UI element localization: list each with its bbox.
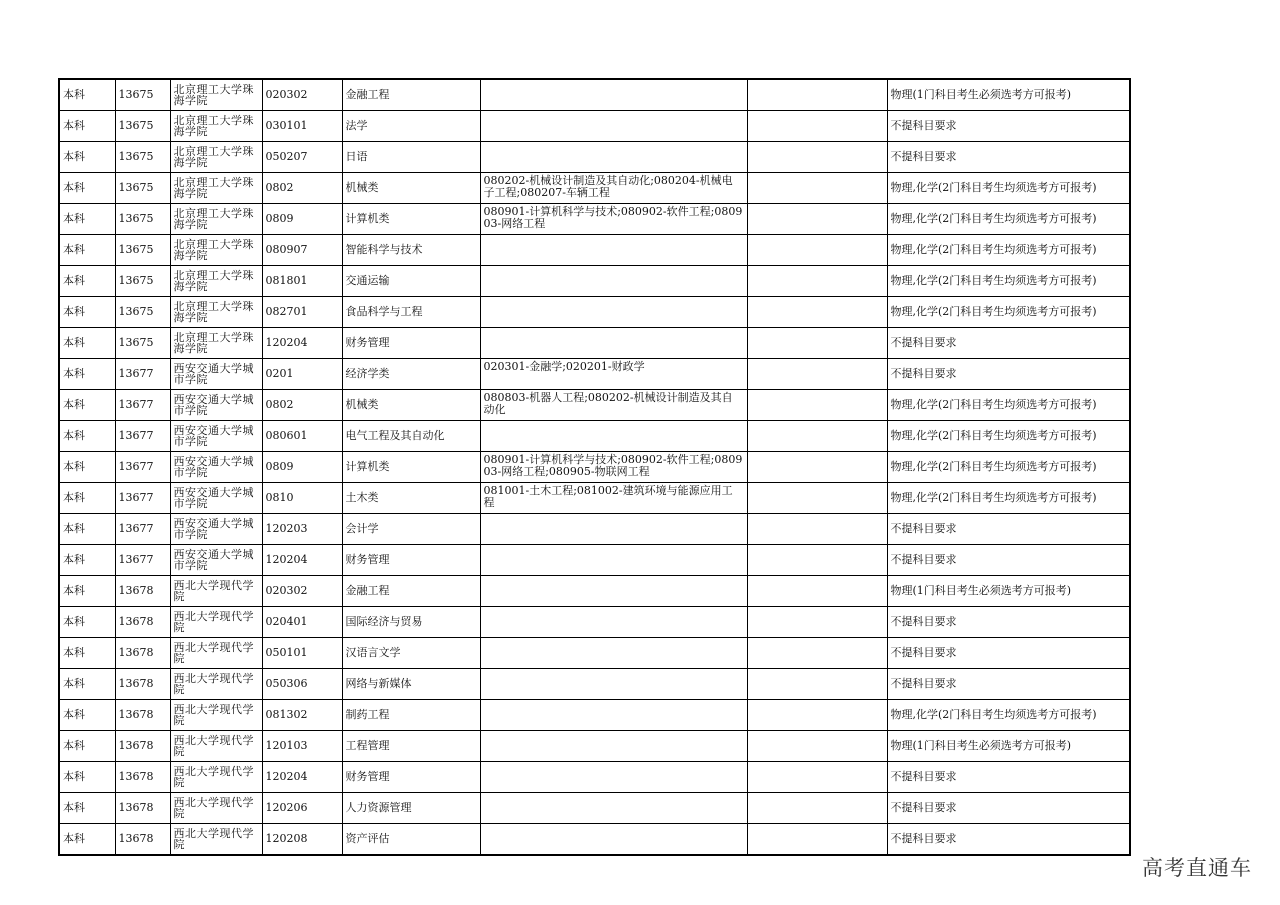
included-majors-cell [480, 421, 747, 452]
level-cell: 本科 [59, 638, 115, 669]
school-code-cell: 13675 [115, 204, 170, 235]
major-code-cell: 081801 [262, 266, 342, 297]
major-name-cell: 智能科学与技术 [342, 235, 480, 266]
table-row [59, 328, 1130, 359]
subject-requirement-cell: 不提科目要求 [887, 545, 1130, 576]
major-code-cell: 080907 [262, 235, 342, 266]
level-cell: 本科 [59, 79, 115, 111]
major-code-cell: 120206 [262, 793, 342, 824]
table-row [59, 514, 1130, 545]
subject-requirement-cell: 物理(1门科目考生必须选考方可报考) [887, 576, 1130, 607]
subject-requirement-cell: 物理(1门科目考生必须选考方可报考) [887, 79, 1130, 111]
major-code-cell: 050306 [262, 669, 342, 700]
school-name-cell: 北京理工大学珠海学院 [170, 328, 262, 359]
included-majors-cell: 080803-机器人工程;080202-机械设计制造及其自动化 [480, 390, 747, 421]
major-name-cell: 计算机类 [342, 204, 480, 235]
school-name-cell: 西北大学现代学院 [170, 824, 262, 856]
school-name-cell: 西北大学现代学院 [170, 576, 262, 607]
included-majors-cell [480, 266, 747, 297]
level-cell: 本科 [59, 483, 115, 514]
level-cell: 本科 [59, 514, 115, 545]
major-name-cell: 财务管理 [342, 762, 480, 793]
school-code-cell: 13678 [115, 762, 170, 793]
included-majors-cell: 080901-计算机科学与技术;080902-软件工程;080903-网络工程 [480, 204, 747, 235]
level-cell: 本科 [59, 576, 115, 607]
notes-cell [747, 266, 887, 297]
level-cell: 本科 [59, 111, 115, 142]
major-code-cell: 120208 [262, 824, 342, 856]
subject-requirement-cell: 不提科目要求 [887, 793, 1130, 824]
major-code-cell: 020401 [262, 607, 342, 638]
major-code-cell: 030101 [262, 111, 342, 142]
included-majors-cell [480, 79, 747, 111]
subject-requirement-cell: 物理,化学(2门科目考生均须选考方可报考) [887, 266, 1130, 297]
table-row [59, 235, 1130, 266]
school-name-cell: 西北大学现代学院 [170, 638, 262, 669]
subject-requirement-cell: 物理,化学(2门科目考生均须选考方可报考) [887, 204, 1130, 235]
level-cell: 本科 [59, 142, 115, 173]
school-code-cell: 13675 [115, 266, 170, 297]
included-majors-cell [480, 762, 747, 793]
notes-cell [747, 762, 887, 793]
table-row [59, 576, 1130, 607]
subject-requirement-cell: 不提科目要求 [887, 669, 1130, 700]
school-code-cell: 13678 [115, 576, 170, 607]
table-body [59, 79, 1130, 855]
notes-cell [747, 111, 887, 142]
notes-cell [747, 669, 887, 700]
major-code-cell: 0802 [262, 173, 342, 204]
table-row [59, 762, 1130, 793]
major-code-cell: 050101 [262, 638, 342, 669]
major-code-cell: 120204 [262, 328, 342, 359]
notes-cell [747, 793, 887, 824]
level-cell: 本科 [59, 824, 115, 856]
major-name-cell: 国际经济与贸易 [342, 607, 480, 638]
subject-requirement-cell: 不提科目要求 [887, 328, 1130, 359]
table-row [59, 452, 1130, 483]
included-majors-cell [480, 142, 747, 173]
major-name-cell: 法学 [342, 111, 480, 142]
major-code-cell: 0802 [262, 390, 342, 421]
included-majors-cell [480, 514, 747, 545]
major-name-cell: 土木类 [342, 483, 480, 514]
school-code-cell: 13675 [115, 328, 170, 359]
level-cell: 本科 [59, 204, 115, 235]
table-row [59, 483, 1130, 514]
major-name-cell: 汉语言文学 [342, 638, 480, 669]
major-name-cell: 网络与新媒体 [342, 669, 480, 700]
notes-cell [747, 545, 887, 576]
notes-cell [747, 173, 887, 204]
notes-cell [747, 359, 887, 390]
level-cell: 本科 [59, 731, 115, 762]
table-row [59, 638, 1130, 669]
subject-requirement-cell: 不提科目要求 [887, 514, 1130, 545]
school-name-cell: 北京理工大学珠海学院 [170, 297, 262, 328]
major-name-cell: 会计学 [342, 514, 480, 545]
notes-cell [747, 700, 887, 731]
subject-requirements-table [58, 78, 1131, 856]
school-code-cell: 13678 [115, 669, 170, 700]
table-row [59, 669, 1130, 700]
major-code-cell: 120204 [262, 545, 342, 576]
major-code-cell: 080601 [262, 421, 342, 452]
included-majors-cell [480, 700, 747, 731]
notes-cell [747, 142, 887, 173]
major-name-cell: 计算机类 [342, 452, 480, 483]
table-row [59, 79, 1130, 111]
school-code-cell: 13678 [115, 638, 170, 669]
school-code-cell: 13678 [115, 607, 170, 638]
subject-requirement-cell: 物理,化学(2门科目考生均须选考方可报考) [887, 235, 1130, 266]
school-code-cell: 13678 [115, 824, 170, 856]
notes-cell [747, 390, 887, 421]
school-code-cell: 13677 [115, 359, 170, 390]
major-name-cell: 机械类 [342, 173, 480, 204]
level-cell: 本科 [59, 700, 115, 731]
subject-requirement-cell: 不提科目要求 [887, 638, 1130, 669]
subject-requirement-cell: 物理,化学(2门科目考生均须选考方可报考) [887, 452, 1130, 483]
level-cell: 本科 [59, 669, 115, 700]
major-code-cell: 082701 [262, 297, 342, 328]
school-code-cell: 13675 [115, 173, 170, 204]
major-code-cell: 020302 [262, 576, 342, 607]
major-name-cell: 交通运输 [342, 266, 480, 297]
major-name-cell: 食品科学与工程 [342, 297, 480, 328]
school-name-cell: 西安交通大学城市学院 [170, 514, 262, 545]
school-code-cell: 13677 [115, 452, 170, 483]
notes-cell [747, 731, 887, 762]
major-name-cell: 电气工程及其自动化 [342, 421, 480, 452]
table-row [59, 142, 1130, 173]
school-code-cell: 13677 [115, 483, 170, 514]
school-name-cell: 北京理工大学珠海学院 [170, 204, 262, 235]
included-majors-cell [480, 297, 747, 328]
school-name-cell: 北京理工大学珠海学院 [170, 235, 262, 266]
subject-requirement-cell: 物理,化学(2门科目考生均须选考方可报考) [887, 297, 1130, 328]
school-code-cell: 13678 [115, 793, 170, 824]
school-name-cell: 西安交通大学城市学院 [170, 390, 262, 421]
level-cell: 本科 [59, 762, 115, 793]
school-name-cell: 西安交通大学城市学院 [170, 452, 262, 483]
subject-requirement-cell: 不提科目要求 [887, 762, 1130, 793]
major-name-cell: 人力资源管理 [342, 793, 480, 824]
included-majors-cell [480, 235, 747, 266]
school-code-cell: 13675 [115, 297, 170, 328]
included-majors-cell [480, 669, 747, 700]
school-code-cell: 13677 [115, 514, 170, 545]
school-code-cell: 13677 [115, 421, 170, 452]
notes-cell [747, 204, 887, 235]
notes-cell [747, 483, 887, 514]
level-cell: 本科 [59, 328, 115, 359]
table-row [59, 731, 1130, 762]
major-name-cell: 机械类 [342, 390, 480, 421]
notes-cell [747, 79, 887, 111]
subject-requirement-cell: 不提科目要求 [887, 359, 1130, 390]
major-code-cell: 0810 [262, 483, 342, 514]
included-majors-cell [480, 545, 747, 576]
level-cell: 本科 [59, 266, 115, 297]
table-row [59, 173, 1130, 204]
school-code-cell: 13677 [115, 545, 170, 576]
table-row [59, 421, 1130, 452]
table-row [59, 824, 1130, 856]
notes-cell [747, 328, 887, 359]
major-name-cell: 经济学类 [342, 359, 480, 390]
notes-cell [747, 452, 887, 483]
school-code-cell: 13675 [115, 235, 170, 266]
major-name-cell: 日语 [342, 142, 480, 173]
included-majors-cell [480, 111, 747, 142]
school-name-cell: 北京理工大学珠海学院 [170, 173, 262, 204]
school-name-cell: 西北大学现代学院 [170, 762, 262, 793]
subject-requirement-cell: 物理(1门科目考生必须选考方可报考) [887, 731, 1130, 762]
major-code-cell: 120204 [262, 762, 342, 793]
table-row [59, 111, 1130, 142]
notes-cell [747, 607, 887, 638]
subject-requirement-cell: 不提科目要求 [887, 607, 1130, 638]
included-majors-cell [480, 793, 747, 824]
school-code-cell: 13678 [115, 700, 170, 731]
school-name-cell: 西北大学现代学院 [170, 669, 262, 700]
major-code-cell: 0809 [262, 452, 342, 483]
included-majors-cell: 080202-机械设计制造及其自动化;080204-机械电子工程;080207-车辆工程 [480, 173, 747, 204]
school-name-cell: 西北大学现代学院 [170, 700, 262, 731]
major-name-cell: 资产评估 [342, 824, 480, 856]
subject-requirement-cell: 不提科目要求 [887, 142, 1130, 173]
major-code-cell: 050207 [262, 142, 342, 173]
school-code-cell: 13675 [115, 142, 170, 173]
subject-requirement-cell: 物理,化学(2门科目考生均须选考方可报考) [887, 173, 1130, 204]
major-name-cell: 金融工程 [342, 79, 480, 111]
table-row [59, 204, 1130, 235]
table-row [59, 700, 1130, 731]
notes-cell [747, 235, 887, 266]
subject-requirement-cell: 不提科目要求 [887, 111, 1130, 142]
notes-cell [747, 824, 887, 856]
level-cell: 本科 [59, 359, 115, 390]
level-cell: 本科 [59, 297, 115, 328]
table-row [59, 359, 1130, 390]
school-name-cell: 北京理工大学珠海学院 [170, 79, 262, 111]
included-majors-cell [480, 638, 747, 669]
level-cell: 本科 [59, 452, 115, 483]
table-row [59, 266, 1130, 297]
level-cell: 本科 [59, 235, 115, 266]
major-name-cell: 财务管理 [342, 328, 480, 359]
subject-requirement-cell: 物理,化学(2门科目考生均须选考方可报考) [887, 700, 1130, 731]
included-majors-cell: 020301-金融学;020201-财政学 [480, 359, 747, 390]
school-name-cell: 西北大学现代学院 [170, 793, 262, 824]
major-name-cell: 金融工程 [342, 576, 480, 607]
major-code-cell: 081302 [262, 700, 342, 731]
table-row [59, 545, 1130, 576]
school-name-cell: 北京理工大学珠海学院 [170, 111, 262, 142]
subject-requirement-cell: 物理,化学(2门科目考生均须选考方可报考) [887, 421, 1130, 452]
level-cell: 本科 [59, 607, 115, 638]
subject-requirement-cell: 不提科目要求 [887, 824, 1130, 856]
level-cell: 本科 [59, 421, 115, 452]
table-row [59, 607, 1130, 638]
school-code-cell: 13675 [115, 79, 170, 111]
table-row [59, 390, 1130, 421]
included-majors-cell [480, 731, 747, 762]
subject-requirement-cell: 物理,化学(2门科目考生均须选考方可报考) [887, 390, 1130, 421]
level-cell: 本科 [59, 173, 115, 204]
school-code-cell: 13677 [115, 390, 170, 421]
table-row [59, 793, 1130, 824]
major-name-cell: 财务管理 [342, 545, 480, 576]
major-name-cell: 制药工程 [342, 700, 480, 731]
school-name-cell: 西安交通大学城市学院 [170, 359, 262, 390]
notes-cell [747, 421, 887, 452]
included-majors-cell: 080901-计算机科学与技术;080902-软件工程;080903-网络工程;080905-物联网工程 [480, 452, 747, 483]
included-majors-cell [480, 576, 747, 607]
included-majors-cell [480, 328, 747, 359]
included-majors-cell [480, 607, 747, 638]
major-code-cell: 120103 [262, 731, 342, 762]
level-cell: 本科 [59, 545, 115, 576]
notes-cell [747, 638, 887, 669]
school-name-cell: 西北大学现代学院 [170, 731, 262, 762]
major-name-cell: 工程管理 [342, 731, 480, 762]
major-code-cell: 0809 [262, 204, 342, 235]
watermark-logo-text: 高考直通车 [1142, 856, 1252, 880]
school-code-cell: 13678 [115, 731, 170, 762]
included-majors-cell [480, 824, 747, 856]
table-row [59, 297, 1130, 328]
included-majors-cell: 081001-土木工程;081002-建筑环境与能源应用工程 [480, 483, 747, 514]
school-name-cell: 西北大学现代学院 [170, 607, 262, 638]
major-code-cell: 020302 [262, 79, 342, 111]
school-code-cell: 13675 [115, 111, 170, 142]
major-code-cell: 0201 [262, 359, 342, 390]
school-name-cell: 北京理工大学珠海学院 [170, 142, 262, 173]
subject-requirement-cell: 物理,化学(2门科目考生均须选考方可报考) [887, 483, 1130, 514]
level-cell: 本科 [59, 390, 115, 421]
notes-cell [747, 576, 887, 607]
level-cell: 本科 [59, 793, 115, 824]
school-name-cell: 北京理工大学珠海学院 [170, 266, 262, 297]
notes-cell [747, 297, 887, 328]
school-name-cell: 西安交通大学城市学院 [170, 421, 262, 452]
school-name-cell: 西安交通大学城市学院 [170, 545, 262, 576]
major-code-cell: 120203 [262, 514, 342, 545]
notes-cell [747, 514, 887, 545]
school-name-cell: 西安交通大学城市学院 [170, 483, 262, 514]
